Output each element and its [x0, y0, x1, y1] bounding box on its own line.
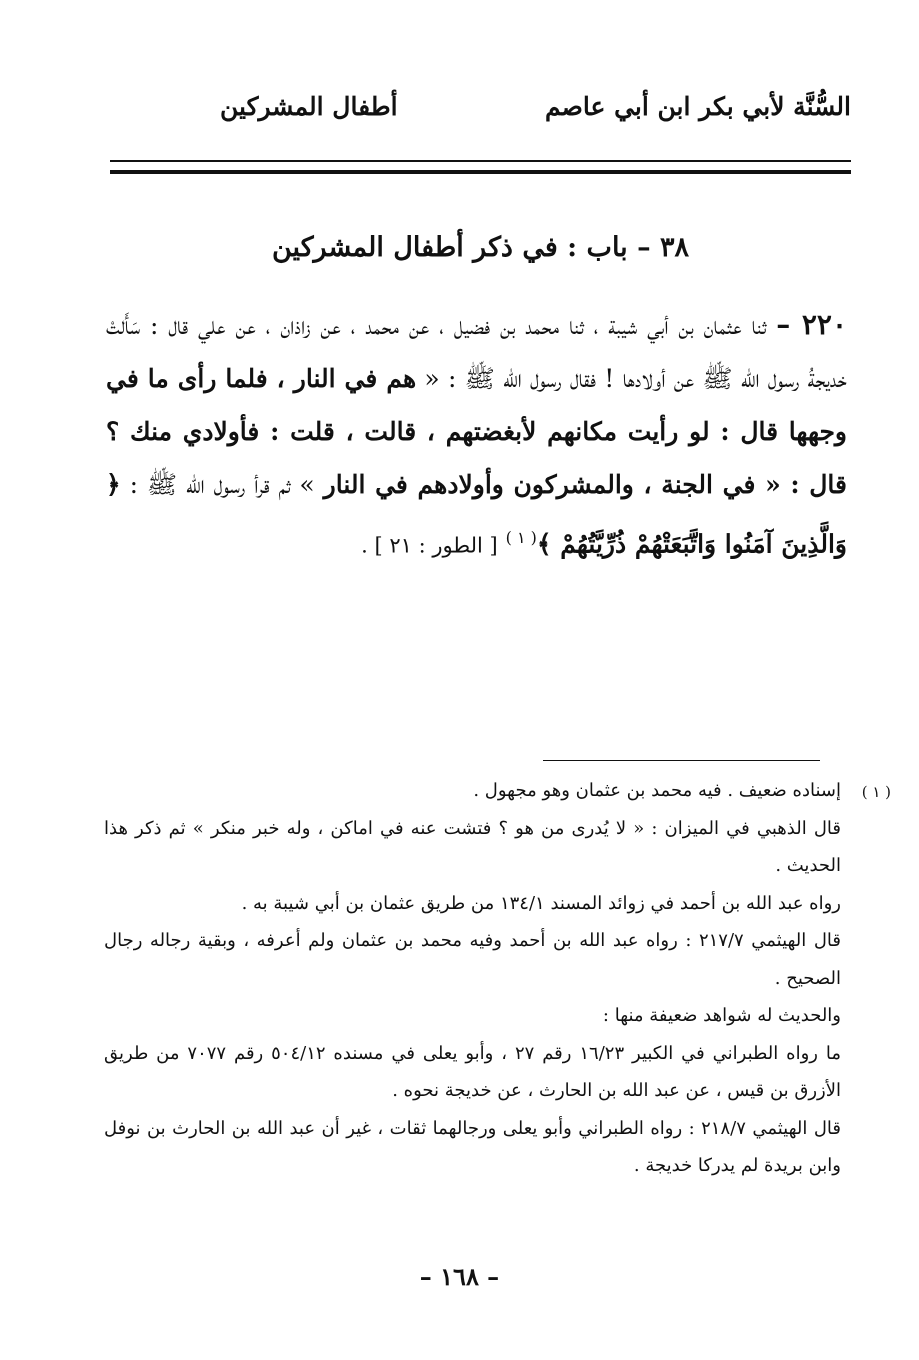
- surah-reference: [ الطور : ٢١ ] .: [361, 533, 498, 558]
- hadith-matn: هم في النار ، فلما رأى ما في وجهها قال : لو رأيت مكانهم لأبغضتهم ، قالت ، قلت : فأولادي منك ؟ قال : « في الجنة ، والمشركون وأولادهم في النار: [106, 364, 847, 499]
- footnote-ref: ( ١ ): [505, 528, 537, 547]
- running-header: [110, 92, 851, 132]
- page-number: – ١٦٨ –: [419, 1262, 500, 1291]
- header-rule-thick: [110, 170, 851, 174]
- footnote-line: قال الهيثمي ٢١٨/٧ : رواه الطبراني وأبو يعلى ورجالهما ثقات ، غير أن عبد الله بن الحارث بن نوفل وابن بريدة لم يدركا خديجة .: [104, 1117, 841, 1176]
- footnote-line: والحديث له شواهد ضعيفة منها :: [602, 1005, 841, 1026]
- footnote-line: قال الهيثمي ٢١٧/٧ : رواه عبد الله بن أحمد وفيه محمد بن عثمان ولم أعرفه ، وبقية رجاله رجال الصحيح .: [104, 930, 841, 989]
- section-title: أطفال المشركين: [220, 92, 398, 121]
- hadith-connector: » ثم قرأ رسول الله ﷺ :: [129, 470, 315, 499]
- footnote-line: ما رواه الطبراني في الكبير ١٦/٢٣ رقم ٢٧ ، وأبو يعلى في مسنده ٥٠٤/١٢ رقم ٧٠٧٧ من طريق الأزرق بن قيس ، عن عبد الله بن الحارث ، عن خديجة نحوه .: [104, 1042, 841, 1101]
- hadith-text: [106, 298, 847, 572]
- footnote-line: رواه عبد الله بن أحمد في زوائد المسند ١٣٤/١ من طريق عثمان بن أبي شيبة به .: [241, 892, 841, 914]
- book-title: السُّنَّة لأبي بكر ابن أبي عاصم: [544, 92, 851, 121]
- footnote-rule: [543, 760, 820, 761]
- footnote-line: إسناده ضعيف . فيه محمد بن عثمان وهو مجهول .: [473, 780, 841, 801]
- hadith-number: ٢٢٠ –: [776, 308, 847, 341]
- quran-verse: ﴿ وَالَّذِينَ آمَنُوا وَاتَّبَعَتْهُمْ ذُرِّيَّتُهُمْ ﴾: [106, 470, 847, 559]
- footnote-marker: ( ١ ): [861, 783, 891, 801]
- footnotes: [104, 772, 891, 1185]
- footnote-line: قال الذهبي في الميزان : « لا يُدرى من هو ؟ فتشت عنه في اماكن ، وله خبر منكر » ثم ذكر هذا الحديث .: [104, 817, 841, 876]
- chapter-title: ٣٨ – باب : في ذكر أطفال المشركين: [272, 232, 689, 263]
- header-rule-thin: [110, 160, 851, 162]
- hadith-chain: ثنا عثمان بن أبي شيبة ، ثنا محمد بن فضيل ، عن محمد ، عن زاذان ، عن علي قال : سَأَلتْ خديجةُ رسول الله ﷺ عن أولادها ! فقال رسول الله ﷺ : «: [106, 311, 847, 393]
